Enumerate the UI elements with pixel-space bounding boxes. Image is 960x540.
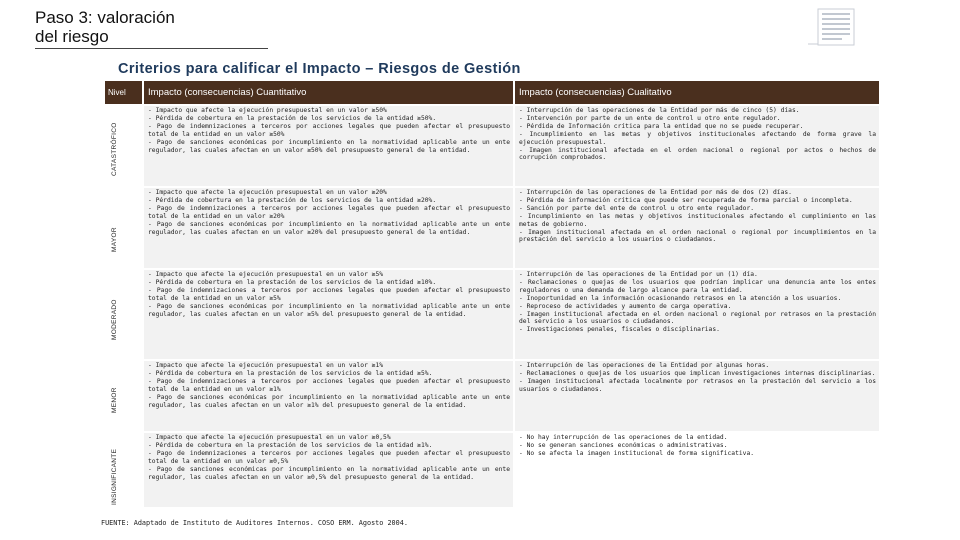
list-item: - Pérdida de cobertura en la prestación de los servicios de la entidad ≥50%. [148, 114, 437, 122]
header-level: Nivel [105, 81, 143, 105]
title-underline [35, 48, 268, 49]
list-item: - Pago de indemnizaciones a terceros por acciones legales que pueden afectar el presupuesto total de la entidad en un valor ≥5% [148, 286, 510, 302]
level-cell [105, 360, 143, 432]
list-item: - Intervención por parte de un ente de control u otro ente regulador. [519, 114, 781, 122]
qualitative-cell [514, 105, 880, 187]
qualitative-cell [514, 432, 880, 507]
list-item: - Incumplimiento en las metas y objetivos institucionales afectando de forma grave la ejecución presupuestal. [519, 130, 876, 146]
list-item: - Pago de sanciones económicas por incumplimiento en la normatividad aplicable ante un ente regulador, las cuales afectan en un valor ≥5% del presupuesto general de la entidad. [148, 302, 510, 318]
document-lines-logo-icon [808, 8, 866, 46]
page-title-line-1: Paso 3: valoración [35, 8, 175, 27]
table-row [105, 105, 880, 187]
quantitative-cell [143, 269, 514, 360]
list-item: - Pago de indemnizaciones a terceros por acciones legales que pueden afectar el presupuesto total de la entidad en un valor ≥50% [148, 122, 510, 138]
list-item: - No hay interrupción de las operaciones de la entidad. [519, 434, 728, 441]
page-title [35, 8, 275, 46]
list-item: - No se generan sanciones económicas o administrativas. [519, 441, 728, 449]
list-item: - Impacto que afecte la ejecución presupuestal en un valor ≥50% [148, 107, 387, 114]
list-item: - Reproceso de actividades y aumento de carga operativa. [519, 302, 732, 310]
list-item: - Pago de indemnizaciones a terceros por acciones legales que pueden afectar el presupuesto total de la entidad en un valor ≥1% [148, 377, 510, 393]
list-item: - Interrupción de las operaciones de la Entidad por más de cinco (5) días. [519, 107, 800, 114]
qualitative-cell [514, 269, 880, 360]
quantitative-cell [143, 105, 514, 187]
table-row [105, 187, 880, 269]
table-row [105, 360, 880, 432]
list-item: - Interrupción de las operaciones de la Entidad por algunas horas. [519, 362, 770, 369]
list-item: - Incumplimiento en las metas y objetivos institucionales afectando el cumplimiento en las metas de gobierno. [519, 212, 876, 228]
list-item: - No se afecta la imagen institucional de forma significativa. [519, 449, 755, 457]
section-title: Criterios para calificar el Impacto – Riesgos de Gestión [118, 61, 521, 77]
list-item: - Sanción por parte del ente de control u otro ente regulador. [519, 204, 755, 212]
qualitative-cell [514, 187, 880, 269]
list-item: - Reclamaciones o quejas de los usuarios que implican investigaciones internas disciplinarias. [519, 369, 876, 377]
level-label: INSIGNIFICANTE [111, 448, 118, 505]
source-footnote: FUENTE: Adaptado de Instituto de Auditores Internos. COSO ERM. Agosto 2004. [101, 519, 408, 527]
list-item: - Imagen institucional afectada en el orden nacional o regional por incumplimientos en la prestación del servicio a los usuarios o ciudadanos. [519, 228, 876, 244]
list-item: - Impacto que afecte la ejecución presupuestal en un valor ≥1% [148, 362, 384, 369]
list-item: - Imagen institucional afectada en el orden nacional o regional por retrasos en la prestación del servicio a los usuarios o ciudadanos. [519, 310, 876, 326]
list-item: - Pago de indemnizaciones a terceros por acciones legales que pueden afectar el presupuesto total de la entidad en un valor ≥20% [148, 204, 510, 220]
list-item: - Pago de sanciones económicas por incumplimiento en la normatividad aplicable ante un ente regulador, las cuales afectan en un valor ≥50% del presupuesto general de la entidad. [148, 138, 510, 154]
list-item: - Pérdida de cobertura en la prestación de los servicios de la entidad ≥5%. [148, 369, 433, 377]
list-item: - Interrupción de las operaciones de la Entidad por un (1) día. [519, 271, 758, 278]
list-item: - Impacto que afecte la ejecución presupuestal en un valor ≥20% [148, 189, 387, 196]
list-item: - Pago de sanciones económicas por incumplimiento en la normatividad aplicable ante un ente regulador, las cuales afectan en un valor ≥0,5% del presupuesto general de la entidad. [148, 465, 510, 481]
list-item: - Impacto que afecte la ejecución presupuestal en un valor ≥0,5% [148, 434, 391, 441]
list-item: - Pérdida de cobertura en la prestación de los servicios de la entidad ≥1%. [148, 441, 433, 449]
list-item: - Imagen institucional afectada en el orden nacional o regional por actos o hechos de corrupción comprobados. [519, 146, 876, 162]
list-item: - Pago de indemnizaciones a terceros por acciones legales que pueden afectar el presupuesto total de la entidad en un valor ≥0,5% [148, 449, 510, 465]
header-quantitative: Impacto (consecuencias) Cuantitativo [143, 81, 514, 105]
impact-criteria-table [105, 81, 881, 507]
list-item: - Imagen institucional afectada localmente por retrasos en la prestación del servicio a los usuarios o ciudadanos. [519, 377, 876, 393]
level-cell [105, 187, 143, 269]
level-label: MODERADO [111, 299, 118, 340]
table-row [105, 432, 880, 507]
list-item: - Pérdida de cobertura en la prestación de los servicios de la entidad ≥20%. [148, 196, 437, 204]
header-qualitative: Impacto (consecuencias) Cualitativo [514, 81, 880, 105]
level-label: CATASTRÓFICO [111, 122, 118, 176]
list-item: - Pérdida de información crítica que puede ser recuperada de forma parcial o incompleta. [519, 196, 853, 204]
list-item: - Pago de sanciones económicas por incumplimiento en la normatividad aplicable ante un ente regulador, las cuales afectan en un valor ≥1% del presupuesto general de la entidad. [148, 393, 510, 409]
quantitative-cell [143, 187, 514, 269]
table-header-row [105, 81, 880, 105]
table-row [105, 269, 880, 360]
level-cell [105, 105, 143, 187]
qualitative-cell [514, 360, 880, 432]
level-label: MAYOR [111, 227, 118, 252]
list-item: - Inoportunidad en la información ocasionando retrasos en la atención a los usuarios. [519, 294, 842, 302]
level-label: MENOR [111, 387, 118, 413]
list-item: - Reclamaciones o quejas de los usuarios que podrían implicar una denuncia ante los entes reguladores o una demanda de largo alcance para la entidad. [519, 278, 876, 294]
list-item: - Interrupción de las operaciones de la Entidad por más de dos (2) días. [519, 189, 792, 196]
list-item: - Investigaciones penales, fiscales o disciplinarias. [519, 326, 720, 334]
quantitative-cell [143, 432, 514, 507]
level-cell [105, 432, 143, 507]
quantitative-cell [143, 360, 514, 432]
page-title-line-2: del riesgo [35, 27, 109, 46]
list-item: - Pago de sanciones económicas por incumplimiento en la normatividad aplicable ante un ente regulador, las cuales afectan en un valor ≥20% del presupuesto general de la entidad. [148, 220, 510, 236]
list-item: - Pérdida de cobertura en la prestación de los servicios de la entidad ≥10%. [148, 278, 437, 286]
list-item: - Pérdida de Información crítica para la entidad que no se puede recuperar. [519, 122, 804, 130]
level-cell [105, 269, 143, 360]
list-item: - Impacto que afecte la ejecución presupuestal en un valor ≥5% [148, 271, 384, 278]
